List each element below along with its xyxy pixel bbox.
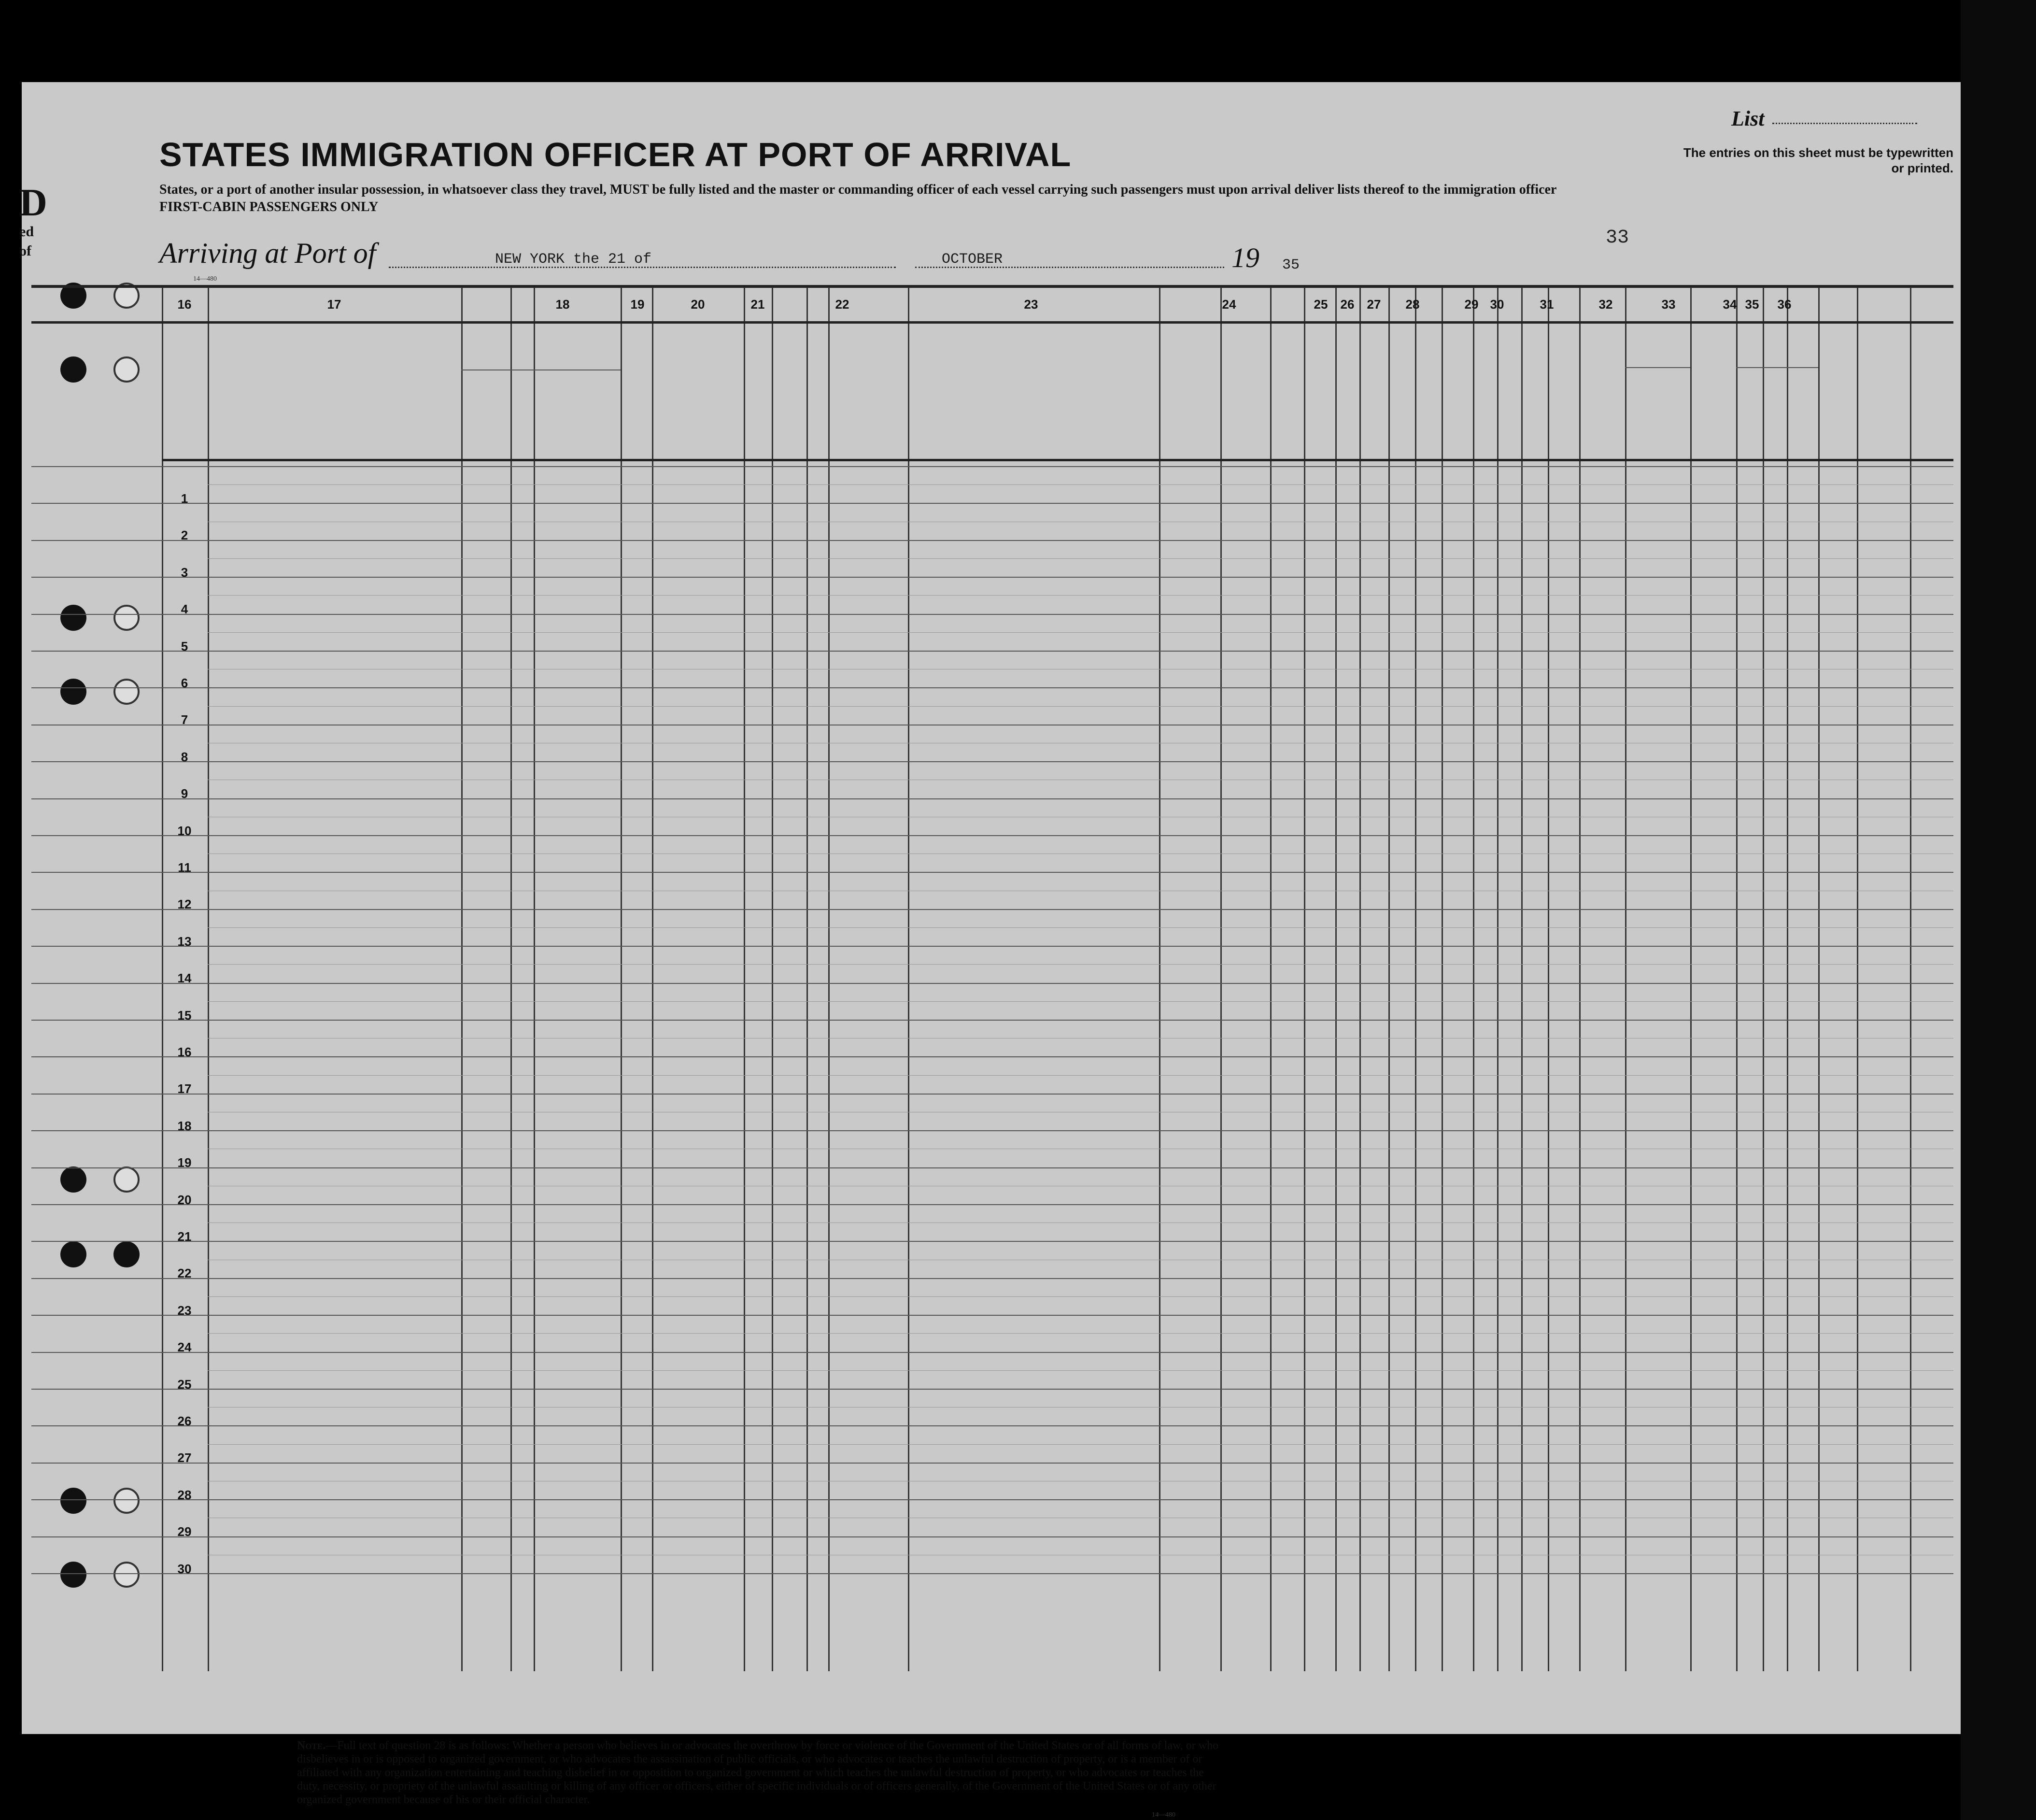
row-number: 16 (177, 1045, 192, 1059)
row-number: 21 (177, 1229, 192, 1244)
row-subrule (208, 1444, 1953, 1445)
row-subrule (208, 964, 1953, 965)
row-number: 18 (177, 1118, 192, 1133)
binder-hole (113, 356, 140, 383)
binder-hole (113, 1166, 140, 1193)
row-rule (31, 1094, 1953, 1095)
row-rule (31, 1130, 1953, 1131)
row-number: 2 (181, 528, 188, 543)
column-number: 28 (1405, 297, 1420, 312)
row-rule (31, 1278, 1953, 1279)
row-number: 13 (177, 934, 192, 949)
column-rule (1359, 287, 1361, 1671)
column-rule (1497, 287, 1499, 1671)
column-rule (1787, 287, 1788, 1671)
row-subrule (208, 927, 1953, 928)
port-typed: NEW YORK the 21 of (495, 251, 652, 268)
column-number: 29 (1464, 297, 1479, 312)
column-rule (1625, 287, 1626, 1671)
row-number: 24 (177, 1340, 192, 1355)
header-rule (31, 321, 1953, 324)
row-number: 6 (181, 676, 188, 690)
column-rule (1335, 287, 1337, 1671)
row-number: 15 (177, 1008, 192, 1023)
row-number: 28 (177, 1487, 192, 1502)
form-number: 14—480 (193, 275, 217, 283)
row-rule (31, 835, 1953, 836)
row-number: 22 (177, 1266, 192, 1281)
row-rule (31, 687, 1953, 688)
column-rule (828, 287, 830, 1671)
column-number: 27 (1367, 297, 1381, 312)
sheet-number: 33 (1606, 227, 1629, 249)
row-rule (31, 1499, 1953, 1500)
column-rule (1270, 287, 1272, 1671)
column-rule (1548, 287, 1549, 1671)
footnote-label: Note. (297, 1739, 326, 1752)
row-number: 23 (177, 1303, 192, 1318)
row-subrule (208, 484, 1953, 485)
row-number: 1 (181, 491, 188, 506)
column-rule (208, 287, 209, 1671)
binder-hole (60, 1562, 86, 1588)
row-number: 7 (181, 712, 188, 727)
column-rule (534, 287, 535, 1671)
row-rule (31, 540, 1953, 541)
row-number: 11 (178, 860, 191, 875)
binder-hole (113, 679, 140, 705)
row-number: 10 (177, 823, 192, 838)
row-rule (31, 983, 1953, 984)
row-rule (31, 1204, 1953, 1205)
row-number: 25 (177, 1377, 192, 1392)
row-rule (31, 1315, 1953, 1316)
row-rule (31, 761, 1953, 762)
binder-hole (60, 1488, 86, 1514)
manifest-sheet (19, 82, 1963, 1819)
row-rule (31, 1425, 1953, 1426)
row-rule (31, 503, 1953, 504)
binder-hole (60, 679, 86, 705)
column-rule (806, 287, 808, 1671)
scan-border (1961, 0, 2036, 1820)
column-rule (1763, 287, 1764, 1671)
row-rule (31, 577, 1953, 578)
column-rule (1159, 287, 1160, 1671)
column-rule (1388, 287, 1390, 1671)
binder-hole (60, 1166, 86, 1193)
row-rule (31, 798, 1953, 799)
row-number: 27 (177, 1450, 192, 1465)
column-rule (1579, 287, 1581, 1671)
subtitle-text: States, or a port of another insular possession, in whatsoever class they travel, MUST be fully listed and the master or commanding officer of each vessel carrying such passengers must upon arrival deliver lists thereof to the immigration officer (159, 182, 1557, 197)
row-subrule (208, 1370, 1953, 1371)
row-number: 30 (177, 1561, 192, 1576)
arriving-label: Arriving at Port of (159, 237, 376, 269)
row-number: 5 (181, 639, 188, 654)
month-typed: OCTOBER (942, 251, 1003, 268)
column-rule (1690, 287, 1692, 1671)
left-edge-line: of (19, 243, 31, 259)
column-number: 33 (1661, 297, 1676, 312)
column-rule (1521, 287, 1523, 1671)
column-number: 17 (327, 297, 341, 312)
row-rule (31, 1056, 1953, 1057)
row-number: 19 (177, 1155, 192, 1170)
row-subrule (208, 1075, 1953, 1076)
row-rule (31, 946, 1953, 947)
column-number: 36 (1777, 297, 1792, 312)
column-number: 18 (555, 297, 570, 312)
column-rule (1442, 287, 1443, 1671)
row-rule (31, 1389, 1953, 1390)
row-number: 14 (177, 971, 192, 986)
column-rule (1818, 287, 1820, 1671)
column-rule (772, 287, 773, 1671)
column-number: 21 (750, 297, 765, 312)
row-subrule (208, 1296, 1953, 1297)
column-rule (510, 287, 512, 1671)
row-rule (31, 1020, 1953, 1021)
row-number: 12 (177, 897, 192, 912)
row-subrule (208, 853, 1953, 854)
column-rule (744, 287, 745, 1671)
column-number: 24 (1222, 297, 1236, 312)
column-rule (652, 287, 653, 1671)
binder-hole (113, 605, 140, 631)
binder-hole (60, 605, 86, 631)
row-rule (31, 909, 1953, 910)
form-title: STATES IMMIGRATION OFFICER AT PORT OF ARRIVAL (159, 136, 1072, 173)
binder-hole (113, 1488, 140, 1514)
row-number: 17 (177, 1081, 192, 1096)
column-rule (1415, 287, 1416, 1671)
column-rule (1304, 287, 1305, 1671)
row-rule (31, 1167, 1953, 1168)
column-number: 25 (1314, 297, 1328, 312)
footnote-text: —Full text of question 28 is as follows: Whether a person who believes in or advocates the overthrow by force or violence of the Government of the United States or of all forms of law, or who disbelieves in or is opposed to organized government, or who advocates the assassination of public officials, or who advocates or teaches the unlawful destruction of property, or is a member of or affiliated with any organization entertaining and teaching disbelief in or opposition to organized government or which teaches the unlawful destruction of property, or who advocates or teaches the duty, necessity, or propriety of the unlawful assaulting or killing of any officer or officers, either of specific individuals or of officers generally, of the Government of the United States or of any other organized government because of his or their official character. (297, 1739, 1219, 1806)
row-rule (31, 1573, 1953, 1574)
column-rule (1220, 287, 1222, 1671)
column-number: 32 (1598, 297, 1613, 312)
column-number: 22 (835, 297, 849, 312)
column-rule (1736, 287, 1738, 1671)
binder-hole (60, 356, 86, 383)
column-number: 20 (691, 297, 705, 312)
row-number: 9 (181, 786, 188, 801)
left-edge-line: ed (19, 224, 34, 240)
subheader-rule (1736, 367, 1818, 368)
list-label: List (1731, 107, 1765, 130)
row-subrule (208, 632, 1953, 633)
column-rule (908, 287, 909, 1671)
binder-hole (113, 1562, 140, 1588)
row-subrule (208, 595, 1953, 596)
row-number: 29 (177, 1524, 192, 1539)
row-subrule (208, 1407, 1953, 1408)
row-number: 8 (181, 749, 188, 764)
column-rule (162, 287, 163, 1671)
column-rule (1910, 287, 1911, 1671)
row-rule (31, 872, 1953, 873)
column-number: 35 (1745, 297, 1759, 312)
footnote-form-number: 14—480 (1152, 1811, 1175, 1819)
row-rule (31, 651, 1953, 652)
row-number: 20 (177, 1192, 192, 1207)
year-typed: 35 (1282, 257, 1300, 273)
binder-hole (113, 1241, 140, 1267)
row-subrule (208, 706, 1953, 707)
footnote (297, 1739, 1224, 1806)
row-subrule (208, 1333, 1953, 1334)
column-number: 34 (1723, 297, 1737, 312)
row-rule (31, 1241, 1953, 1242)
binder-hole (60, 1241, 86, 1267)
entries-note: The entries on this sheet must be typewritten or printed. (1683, 145, 1953, 175)
left-edge-fragment (19, 184, 47, 261)
column-rule (1857, 287, 1858, 1671)
row-rule (31, 466, 1953, 467)
row-subrule (208, 1001, 1953, 1002)
row-number: 26 (177, 1414, 192, 1428)
column-number: 31 (1540, 297, 1554, 312)
column-number: 16 (177, 297, 192, 312)
column-number: 23 (1024, 297, 1038, 312)
list-number-line (1772, 123, 1917, 124)
row-rule (31, 1352, 1953, 1353)
column-rule (461, 287, 463, 1671)
subheader-rule (1625, 367, 1690, 368)
column-number: 30 (1490, 297, 1504, 312)
row-number: 3 (181, 565, 188, 580)
form-subtitle (159, 181, 1560, 216)
column-rule (621, 287, 622, 1671)
class-line: FIRST-CABIN PASSENGERS ONLY (159, 199, 379, 214)
row-rule (31, 614, 1953, 615)
row-rule (31, 1536, 1953, 1537)
row-subrule (208, 558, 1953, 559)
row-rule (31, 1463, 1953, 1464)
row-number: 4 (181, 602, 188, 617)
column-number: 19 (630, 297, 645, 312)
binder-holes (22, 82, 181, 1734)
table-top-rule (31, 285, 1953, 288)
year-prefix: 19 (1231, 242, 1259, 273)
column-rule (1473, 287, 1474, 1671)
header-bottom-rule (162, 459, 1953, 461)
column-number: 26 (1340, 297, 1355, 312)
left-edge-letter: D (19, 182, 47, 224)
